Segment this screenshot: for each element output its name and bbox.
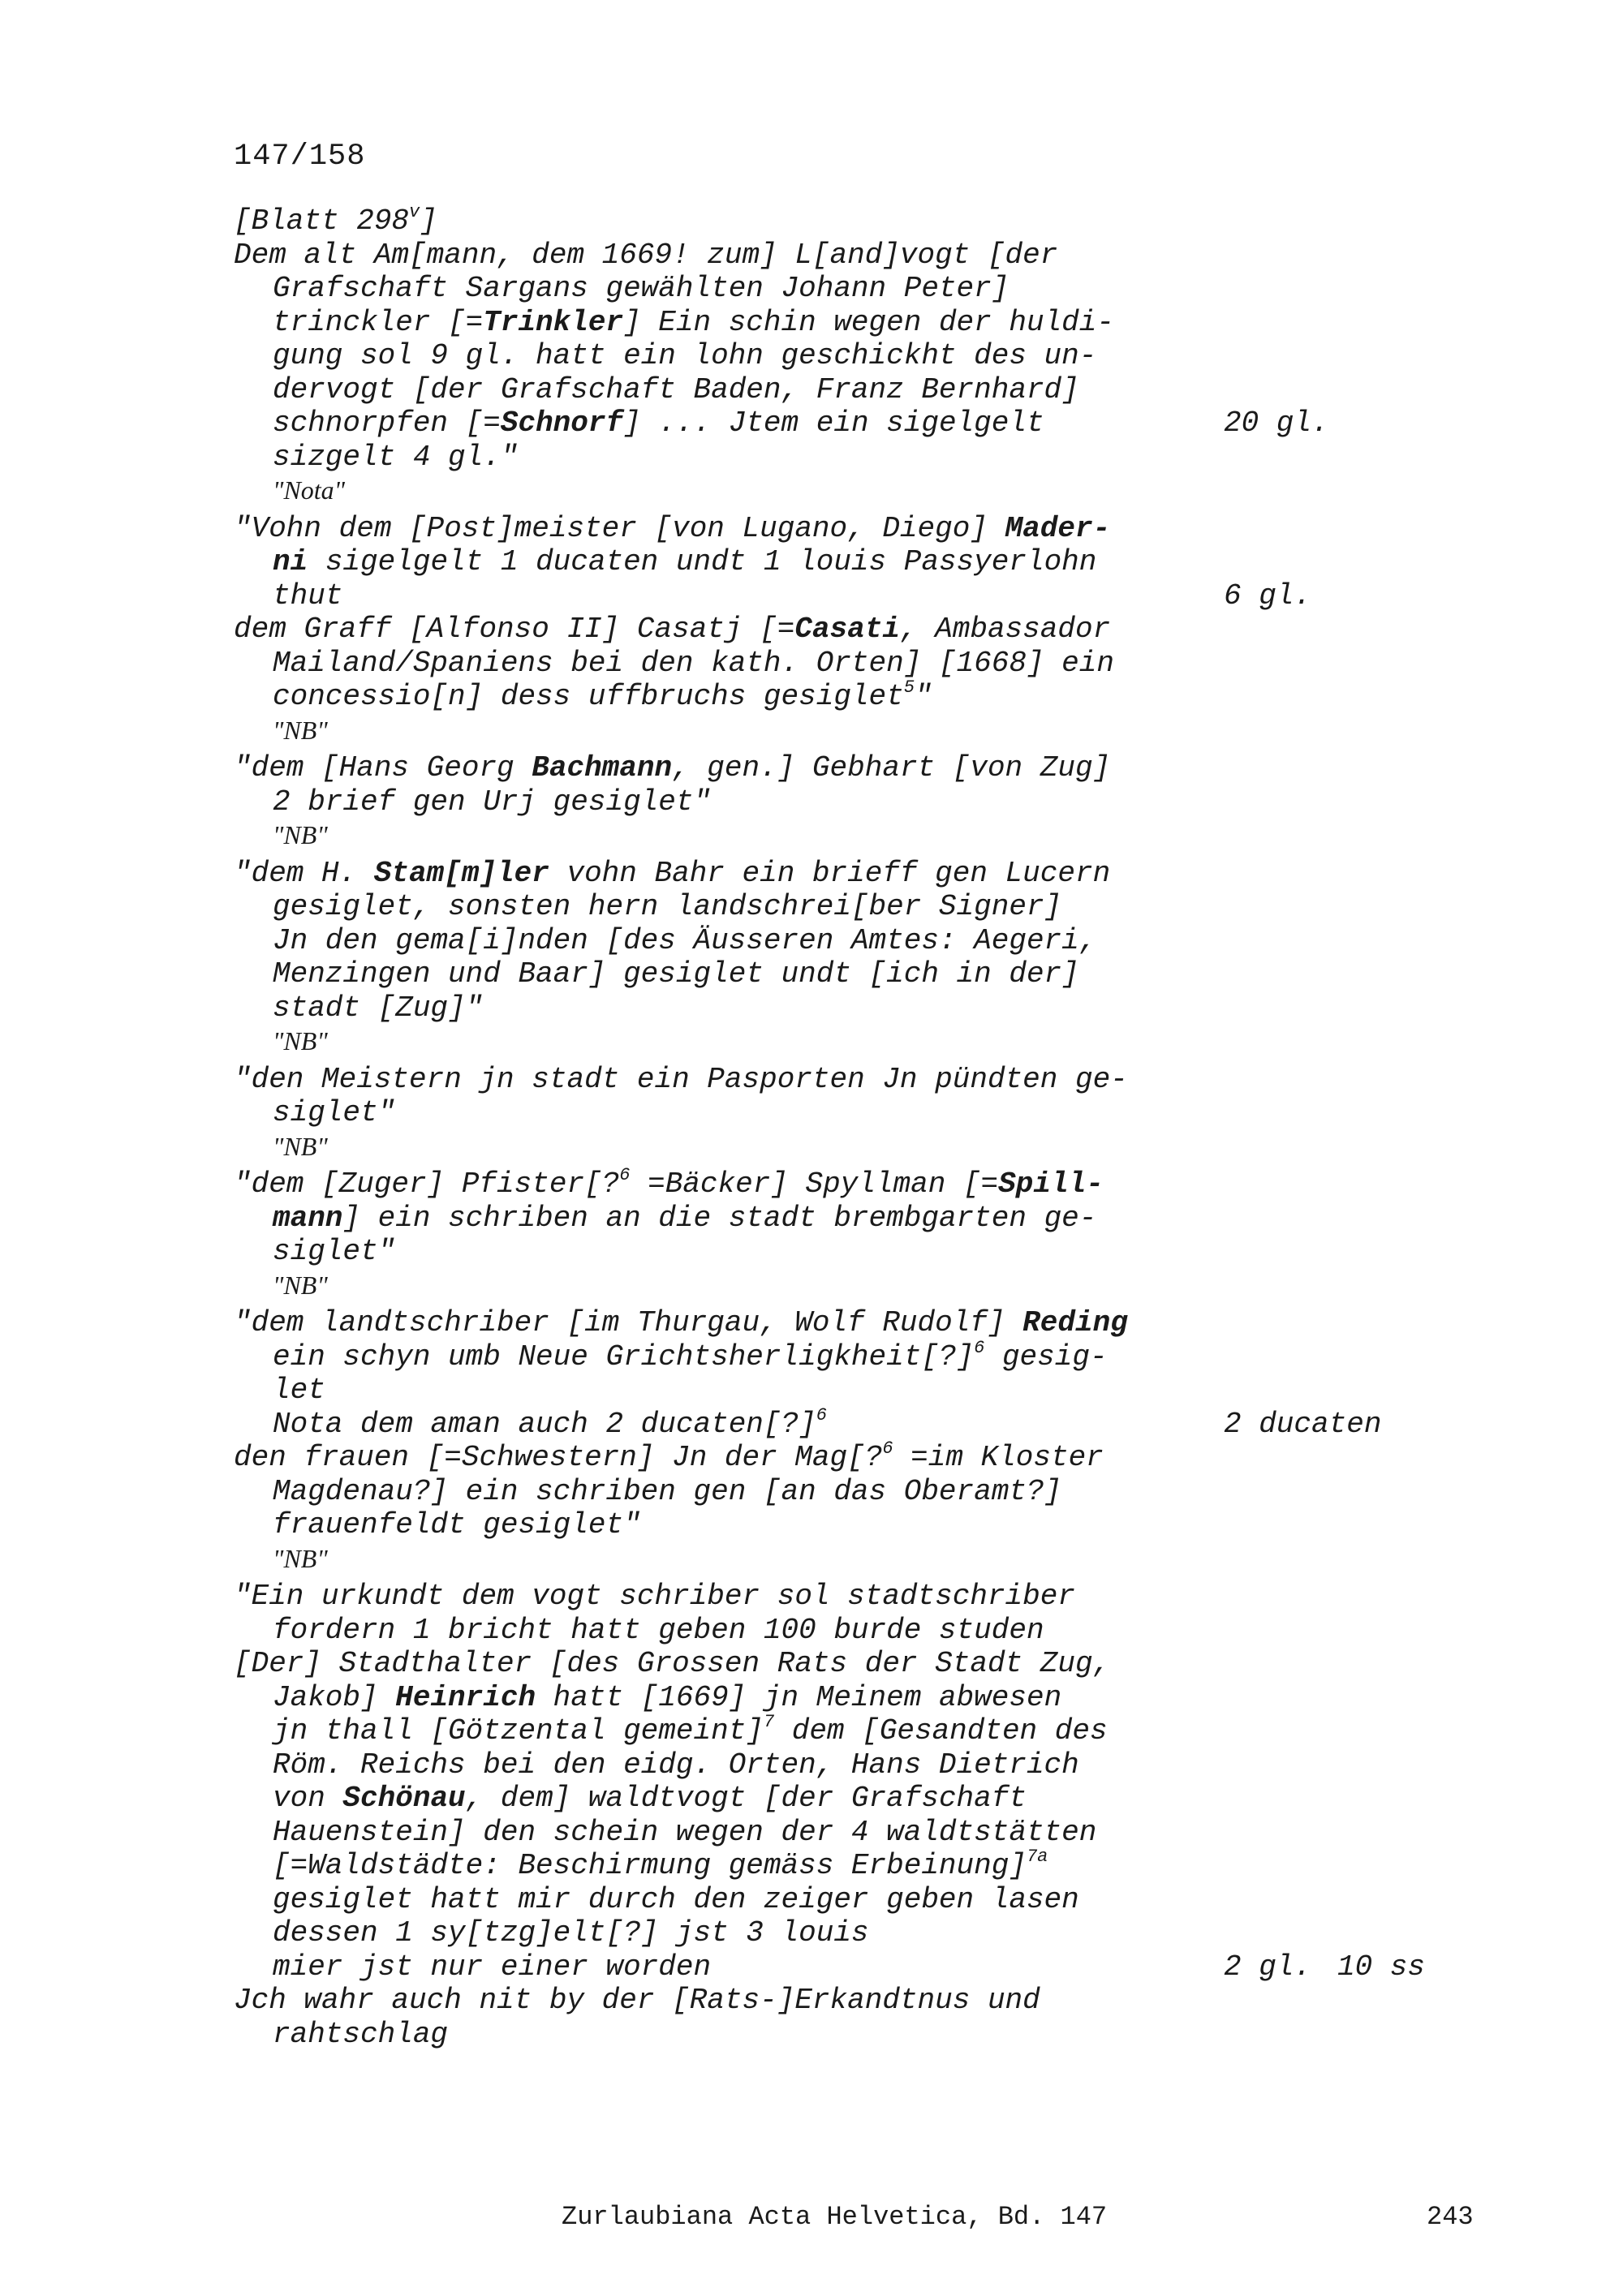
text-line: ni sigelgelt 1 ducaten undt 1 louis Passyerlohn xyxy=(273,545,1097,578)
text-line: Hauenstein] den schein wegen der 4 waldtstätten xyxy=(273,1815,1097,1849)
folio-marker: [Blatt 298$^v$] xyxy=(234,202,437,238)
text-line: mier jst nur einer worden 2 gl. 10 ss xyxy=(273,1950,1426,1984)
text-line: "dem [Hans Georg Bachmann, gen.] Gebhart [von Zug] xyxy=(234,751,1111,785)
text-line: gesiglet, sonsten hern landschrei[ber Signer] xyxy=(273,890,1062,923)
nota-mark: "Nota" xyxy=(273,475,346,505)
nb-mark: "NB" xyxy=(273,1131,328,1161)
nb-mark: "NB" xyxy=(273,1026,328,1056)
text-line: sizgelt 4 gl." xyxy=(273,440,519,474)
nb-mark: "NB" xyxy=(273,820,328,849)
text-line: Mailand/Spaniens bei den kath. Orten] [1668] ein xyxy=(273,646,1114,680)
nb-mark: "NB" xyxy=(273,1270,328,1300)
text-line: fordern 1 bricht hatt geben 100 burde studen xyxy=(273,1613,1044,1647)
text-line: von Schönau, dem] waldtvogt [der Grafschaft xyxy=(273,1782,1027,1815)
text-line: Magdenau?] ein schriben gen [an das Oberamt?] xyxy=(273,1474,1062,1508)
text-line: Jn den gema[i]nden [des Äusseren Amtes: Aegeri, xyxy=(273,923,1097,957)
text-line: "dem [Zuger] Pfister[?$^6$ =Bäcker] Spyllman [=Spill- xyxy=(234,1165,1104,1201)
amount: 2 gl. xyxy=(1224,1950,1312,1984)
text-line: siglet" xyxy=(273,1096,396,1129)
text-line: "Vohn dem [Post]meister [von Lugano, Diego] Mader- xyxy=(234,511,1111,545)
text-line: gung sol 9 gl. hatt ein lohn geschickht des un- xyxy=(273,339,1097,372)
text-line: "dem H. Stam[m]ler vohn Bahr ein brieff gen Lucern xyxy=(234,856,1111,890)
text-line: Grafschaft Sargans gewählten Johann Peter] xyxy=(273,272,1010,305)
document-body xyxy=(234,204,1451,2051)
text-line: Jakob] Heinrich hatt [1669] jn Meinem abwesen xyxy=(273,1680,1062,1714)
text-line: Jch wahr auch nit by der [Rats-]Erkandtnus und xyxy=(234,1984,1040,2017)
nb-mark: "NB" xyxy=(273,715,328,745)
text-line: dervogt [der Grafschaft Baden, Franz Bernhard] xyxy=(273,372,1079,406)
text-line: Röm. Reichs bei den eidg. Orten, Hans Dietrich xyxy=(273,1748,1079,1782)
text-line: Nota dem aman auch 2 ducaten[?]$^6$ 2 ducaten xyxy=(273,1404,1382,1441)
text-line: "Ein urkundt dem vogt schriber sol stadtschriber xyxy=(234,1580,1075,1613)
text-line: stadt [Zug]" xyxy=(273,991,484,1025)
text-line: concessio[n] dess uffbruchs gesiglet$^5$" xyxy=(273,677,932,713)
nb-mark: "NB" xyxy=(273,1543,328,1573)
text-line: frauenfeldt gesiglet" xyxy=(273,1508,641,1541)
amount: 10 ss xyxy=(1337,1950,1426,1984)
text-line: dessen 1 sy[tzg]elt[?] jst 3 louis xyxy=(273,1916,869,1950)
text-line: mann] ein schriben an die stadt brembgarten ge- xyxy=(273,1201,1097,1235)
page-number: 147/158 xyxy=(234,140,366,174)
text-line: thut 6 gl. xyxy=(273,578,1312,613)
text-line: [Der] Stadthalter [des Grossen Rats der Stadt Zug, xyxy=(234,1647,1111,1680)
text-line: dem Graff [Alfonso II] Casatj [=Casati, Ambassador xyxy=(234,613,1111,646)
text-line: ein schyn umb Neue Grichtsherligkheit[?]$^6$ gesig- xyxy=(273,1337,1108,1374)
text-line: rahtschlag xyxy=(273,2017,449,2051)
text-line: let xyxy=(273,1374,325,1407)
amount: 20 gl. xyxy=(1224,406,1329,440)
text-line: "dem landtschriber [im Thurgau, Wolf Rudolf] Reding xyxy=(234,1306,1128,1339)
text-line: siglet" xyxy=(273,1235,396,1268)
text-line: Menzingen und Baar] gesiglet undt [ich in der] xyxy=(273,957,1079,991)
text-line: Dem alt Am[mann, dem 1669! zum] L[and]vogt [der xyxy=(234,238,1058,272)
text-line: 2 brief gen Urj gesiglet" xyxy=(273,785,712,819)
footer-page-number: 243 xyxy=(1427,2202,1474,2232)
text-line: trinckler [=Trinkler] Ein schin wegen der huldi- xyxy=(273,305,1114,339)
text-line: schnorpfen [=Schnorf] ... Jtem ein sigelgelt 20 gl. xyxy=(273,406,1329,440)
footer-title: Zurlaubiana Acta Helvetica, Bd. 147 xyxy=(562,2202,1108,2232)
text-line: [=Waldstädte: Beschirmung gemäss Erbeinung]$^{7a}$ xyxy=(273,1847,1048,1882)
amount: 2 ducaten xyxy=(1224,1407,1382,1441)
amount: 6 gl. xyxy=(1224,578,1312,613)
text-line: "den Meistern jn stadt ein Pasporten Jn pündten ge- xyxy=(234,1062,1128,1096)
text-line: den frauen [=Schwestern] Jn der Mag[?$^6$ =im Kloster xyxy=(234,1438,1104,1474)
text-line: gesiglet hatt mir durch den zeiger geben lasen xyxy=(273,1882,1079,1916)
text-line: jn thall [Götzental gemeint]$^7$ dem [Gesandten des xyxy=(273,1712,1108,1748)
